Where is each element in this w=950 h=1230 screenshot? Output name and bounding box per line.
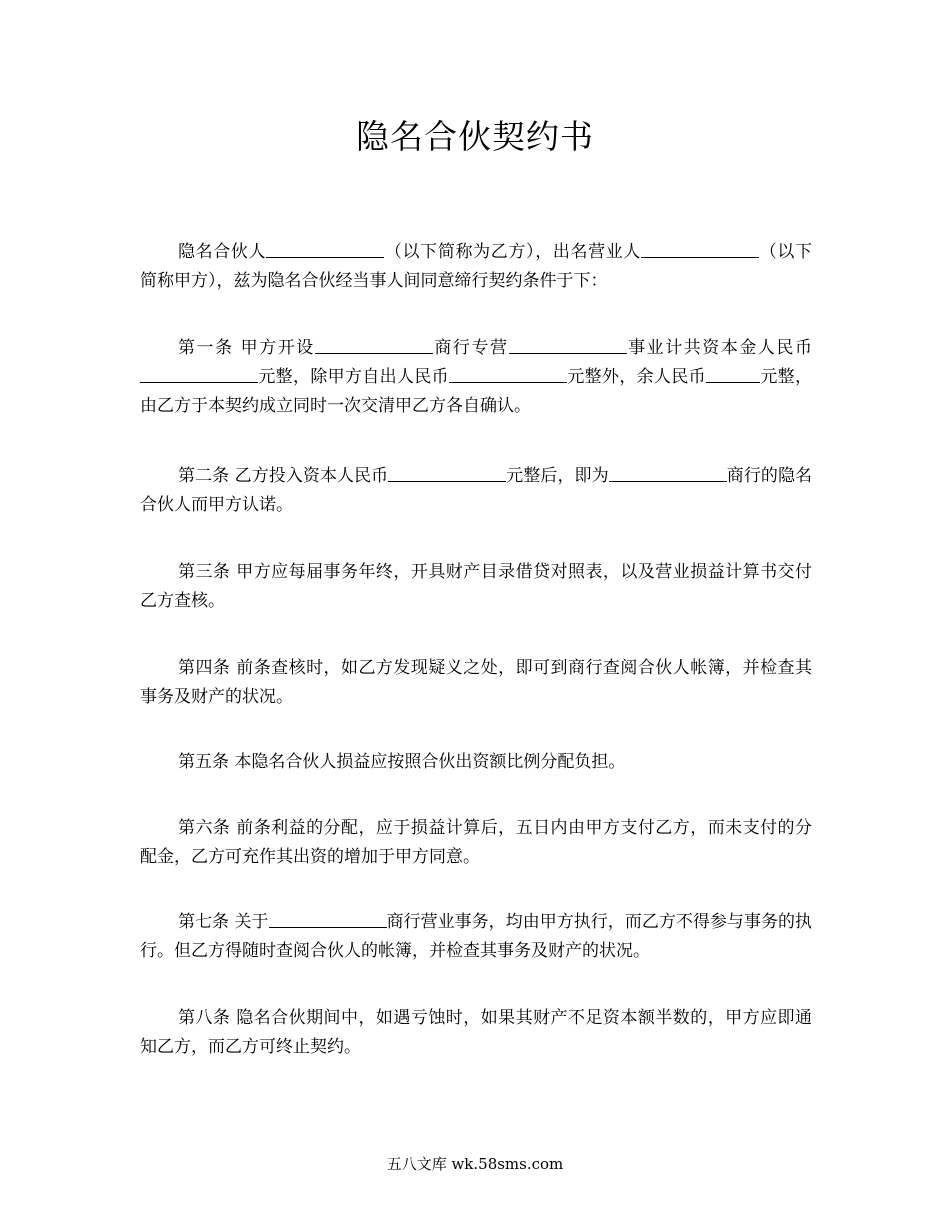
article-2-text-3: 商行的隐名合伙人而甲方认诺。: [140, 466, 813, 515]
article-1-text-2: 商行专营: [432, 338, 509, 358]
article-6: 第六条 前条利益的分配，应于损益计算后，五日内由甲方支付乙方，而未支付的分配金，乙方可充作其出资的增加于甲方同意。: [140, 818, 812, 867]
blank-line: [315, 335, 433, 354]
article-8: 第八条 隐名合伙期间中，如遇亏蚀时，如果其财产不足资本额半数的，甲方应即通知乙方，而乙方可终止契约。: [140, 1008, 812, 1057]
article-5: 第五条 本隐名合伙人损益应按照合伙出资额比例分配负担。: [178, 752, 626, 772]
intro-text-2: （以下简称为乙方），出名营业人: [384, 242, 642, 262]
article-2-text-1: 第二条 乙方投入资本人民币: [178, 466, 389, 486]
article-7-text-1: 第七条 关于: [178, 912, 269, 932]
blank-line: [140, 364, 258, 383]
blank-line: [388, 463, 506, 482]
article-4: 第四条 前条查核时，如乙方发现疑义之处，即可到商行查阅合伙人帐簿，并检查其事务及财产的状况。: [140, 658, 812, 707]
blank-line: [509, 335, 627, 354]
page-title: 隐名合伙契约书: [356, 117, 594, 156]
article-7-text-2: 商行营业事务，均由甲方执行，而乙方不得参与事务的执行。但乙方得随时查阅合伙人的帐簿，并检查其事务及财产的状况。: [140, 912, 813, 961]
blank-line: [641, 239, 759, 258]
article-1-text-1: 第一条 甲方开设: [178, 338, 315, 358]
blank-line: [706, 364, 760, 383]
article-3: 第三条 甲方应每届事务年终，开具财产目录借贷对照表，以及营业损益计算书交付乙方查核。: [140, 562, 812, 611]
blank-line: [609, 463, 727, 482]
blank-line: [449, 364, 567, 383]
article-2-text-2: 元整后，即为: [506, 466, 609, 486]
article-1: [140, 334, 812, 421]
intro-text-1: 隐名合伙人: [178, 242, 267, 262]
intro-text-3: （以下简称甲方），兹为隐名合伙经当事人间同意缔行契约条件于下：: [140, 242, 813, 291]
blank-line: [266, 239, 384, 258]
article-1-text-4: 元整，除甲方自出人民币: [258, 367, 449, 387]
article-7: [140, 908, 812, 966]
footer-watermark: 五八文库 wk.58sms.com: [386, 1155, 564, 1173]
article-1-text-3: 事业计共资本金人民币: [626, 338, 813, 358]
blank-line: [269, 909, 387, 928]
article-2: [140, 462, 812, 520]
article-1-text-5: 元整外，余人民币: [567, 367, 706, 387]
intro-paragraph: [140, 238, 812, 296]
article-1-text-6: 元整，由乙方于本契约成立同时一次交清甲乙方各自确认。: [140, 367, 812, 416]
